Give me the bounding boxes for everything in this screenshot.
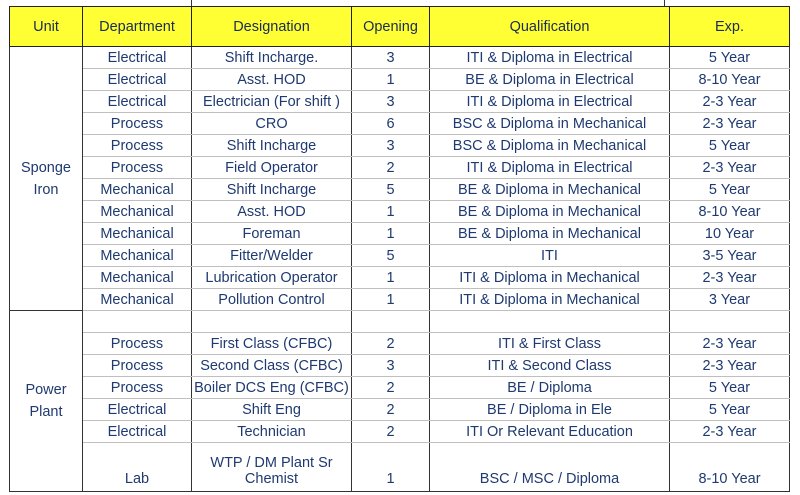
table-row xyxy=(10,223,790,245)
cell-qualification: ITI & Second Class xyxy=(430,355,670,377)
cell-opening: 1 xyxy=(352,69,430,91)
table-row xyxy=(10,311,790,333)
table-header-row xyxy=(10,7,790,47)
cell-designation: Field Operator xyxy=(192,157,352,179)
cell-department: Electrical xyxy=(83,421,192,443)
cell-designation: Shift Eng xyxy=(192,399,352,421)
cell-opening: 2 xyxy=(352,421,430,443)
cell-opening: 1 xyxy=(352,223,430,245)
cell-opening: 6 xyxy=(352,113,430,135)
cell-designation xyxy=(192,311,352,333)
cell-opening: 5 xyxy=(352,245,430,267)
cell-designation: Pollution Control xyxy=(192,289,352,311)
cell-department: Process xyxy=(83,377,192,399)
cell-department: Electrical xyxy=(83,399,192,421)
cell-exp: 3-5 Year xyxy=(670,245,790,267)
cell-opening: 3 xyxy=(352,135,430,157)
header-unit: Unit xyxy=(10,7,83,47)
table-row xyxy=(10,69,790,91)
cell-department xyxy=(83,311,192,333)
cell-qualification: ITI Or Relevant Education xyxy=(430,421,670,443)
cell-designation: Asst. HOD xyxy=(192,69,352,91)
cell-department: Mechanical xyxy=(83,289,192,311)
cell-exp: 8-10 Year xyxy=(670,443,790,492)
cell-qualification xyxy=(430,311,670,333)
cell-qualification: ITI & Diploma in Mechanical xyxy=(430,289,670,311)
table-row xyxy=(10,267,790,289)
cell-designation: Shift Incharge. xyxy=(192,47,352,69)
cell-designation: Fitter/Welder xyxy=(192,245,352,267)
cell-designation: Boiler DCS Eng (CFBC) xyxy=(192,377,352,399)
table-row xyxy=(10,333,790,355)
cell-exp: 2-3 Year xyxy=(670,267,790,289)
cell-qualification: ITI & Diploma in Electrical xyxy=(430,47,670,69)
header-designation: Designation xyxy=(192,7,352,47)
cell-department: Mechanical xyxy=(83,223,192,245)
table-row xyxy=(10,289,790,311)
cell-qualification: ITI & Diploma in Electrical xyxy=(430,157,670,179)
cell-qualification: BE & Diploma in Mechanical xyxy=(430,223,670,245)
cell-exp: 5 Year xyxy=(670,399,790,421)
cell-designation: CRO xyxy=(192,113,352,135)
cell-department: Electrical xyxy=(83,91,192,113)
cell-qualification: BE & Diploma in Mechanical xyxy=(430,201,670,223)
cell-exp: 5 Year xyxy=(670,179,790,201)
cell-exp: 2-3 Year xyxy=(670,333,790,355)
cell-opening xyxy=(352,311,430,333)
cell-exp: 2-3 Year xyxy=(670,113,790,135)
header-qualification: Qualification xyxy=(430,7,670,47)
cell-opening: 3 xyxy=(352,355,430,377)
table-row xyxy=(10,201,790,223)
cell-department: Process xyxy=(83,135,192,157)
table-row xyxy=(10,355,790,377)
cell-exp: 5 Year xyxy=(670,377,790,399)
cell-qualification: ITI & Diploma in Electrical xyxy=(430,91,670,113)
cell-qualification: BSC & Diploma in Mechanical xyxy=(430,135,670,157)
cell-exp: 3 Year xyxy=(670,289,790,311)
cell-qualification: BE & Diploma in Mechanical xyxy=(430,179,670,201)
cell-exp: 8-10 Year xyxy=(670,201,790,223)
cell-qualification: BSC & Diploma in Mechanical xyxy=(430,113,670,135)
cell-designation: First Class (CFBC) xyxy=(192,333,352,355)
cell-qualification: ITI & Diploma in Mechanical xyxy=(430,267,670,289)
cell-exp: 8-10 Year xyxy=(670,69,790,91)
table-row xyxy=(10,91,790,113)
unit-cell-sponge-iron: Sponge Iron xyxy=(10,47,83,311)
header-opening: Opening xyxy=(352,7,430,47)
cell-designation: Technician xyxy=(192,421,352,443)
header-department: Department xyxy=(83,7,192,47)
table-row xyxy=(10,179,790,201)
cell-designation: Second Class (CFBC) xyxy=(192,355,352,377)
cell-designation: Shift Incharge xyxy=(192,135,352,157)
cell-opening: 1 xyxy=(352,201,430,223)
cell-opening: 5 xyxy=(352,179,430,201)
cell-department: Mechanical xyxy=(83,267,192,289)
cell-designation: WTP / DM Plant Sr Chemist xyxy=(192,443,352,492)
cell-department: Lab xyxy=(83,443,192,492)
cell-department: Mechanical xyxy=(83,245,192,267)
cell-qualification: BSC / MSC / Diploma xyxy=(430,443,670,492)
cell-department: Mechanical xyxy=(83,179,192,201)
cell-exp: 2-3 Year xyxy=(670,157,790,179)
cell-exp: 5 Year xyxy=(670,47,790,69)
recruitment-table xyxy=(9,6,790,492)
cell-department: Process xyxy=(83,355,192,377)
cell-qualification: BE / Diploma in Ele xyxy=(430,399,670,421)
table-row xyxy=(10,245,790,267)
cell-qualification: BE & Diploma in Electrical xyxy=(430,69,670,91)
cell-qualification: ITI & First Class xyxy=(430,333,670,355)
cell-department: Process xyxy=(83,157,192,179)
cell-designation: Foreman xyxy=(192,223,352,245)
cell-department: Mechanical xyxy=(83,201,192,223)
header-exp: Exp. xyxy=(670,7,790,47)
cell-designation: Electrician (For shift ) xyxy=(192,91,352,113)
cell-designation: Asst. HOD xyxy=(192,201,352,223)
cell-designation: Shift Incharge xyxy=(192,179,352,201)
cell-exp: 2-3 Year xyxy=(670,421,790,443)
cell-opening: 1 xyxy=(352,267,430,289)
table-body xyxy=(10,47,790,492)
cell-exp xyxy=(670,311,790,333)
cell-opening: 3 xyxy=(352,47,430,69)
table-row xyxy=(10,47,790,69)
table-row xyxy=(10,135,790,157)
cell-opening: 2 xyxy=(352,377,430,399)
cell-opening: 2 xyxy=(352,333,430,355)
cell-opening: 3 xyxy=(352,91,430,113)
cell-department: Process xyxy=(83,333,192,355)
cell-exp: 5 Year xyxy=(670,135,790,157)
cell-opening: 1 xyxy=(352,289,430,311)
cell-exp: 10 Year xyxy=(670,223,790,245)
cell-opening: 2 xyxy=(352,157,430,179)
cell-department: Electrical xyxy=(83,47,192,69)
table-row xyxy=(10,157,790,179)
table-row xyxy=(10,421,790,443)
table-row xyxy=(10,443,790,492)
cell-designation: Lubrication Operator xyxy=(192,267,352,289)
cell-opening: 1 xyxy=(352,443,430,492)
table-row xyxy=(10,377,790,399)
table-row xyxy=(10,399,790,421)
cell-qualification: BE / Diploma xyxy=(430,377,670,399)
cell-exp: 2-3 Year xyxy=(670,91,790,113)
cell-opening: 2 xyxy=(352,399,430,421)
cell-exp: 2-3 Year xyxy=(670,355,790,377)
cell-department: Electrical xyxy=(83,69,192,91)
cell-qualification: ITI xyxy=(430,245,670,267)
table-row xyxy=(10,113,790,135)
cell-department: Process xyxy=(83,113,192,135)
unit-cell-power-plant: Power Plant xyxy=(10,311,83,492)
